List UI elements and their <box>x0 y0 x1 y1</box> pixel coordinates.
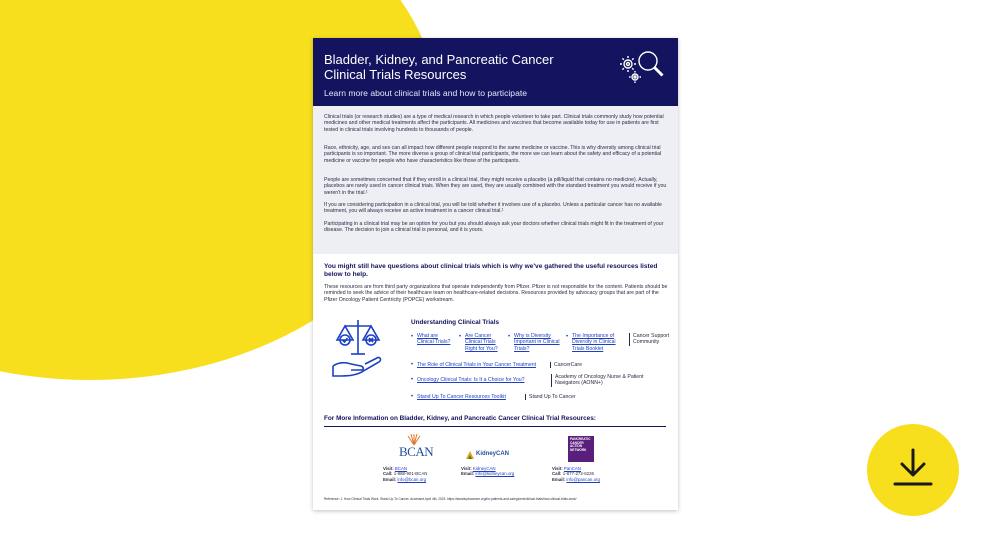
download-icon <box>891 446 935 490</box>
bullet: • <box>411 362 414 368</box>
org-stand-up-to-cancer: Stand Up To Cancer <box>525 394 576 400</box>
bullet: • <box>566 334 569 340</box>
bullet: • <box>411 394 414 400</box>
email-label: Email: <box>552 476 566 482</box>
flyer-subtitle: Learn more about clinical trials and how to participate <box>324 88 528 98</box>
kidneycan-visit-link[interactable]: KidneyCAN <box>472 466 496 471</box>
link-role-of-clinical-trials[interactable]: The Role of Clinical Trials in Your Cancer Treatment <box>417 362 537 368</box>
bullet: • <box>411 334 414 340</box>
bcan-contact <box>383 466 427 482</box>
bullet: • <box>459 334 462 340</box>
intro-paragraph-5: Participating in a clinical trial may be an option for you but you should always ask your doctors whether clinical trials might fit in the treatment of your disease. The decision to join a clinical trial is personal, and it is yours. <box>324 221 664 234</box>
visit-label: Visit: <box>552 466 563 471</box>
email-label: Email: <box>461 471 475 477</box>
pancan-logo: PANCREATIC CANCER ACTION NETWORK <box>568 436 594 462</box>
kidneycan-logo-text: KidneyCAN <box>476 451 510 457</box>
more-info-heading: For More Information on Bladder, Kidney, and Pancreatic Cancer Clinical Trial Resources: <box>324 415 596 422</box>
visit-label: Visit: <box>461 466 472 471</box>
bcan-logo <box>399 436 434 462</box>
email-label: Email: <box>383 476 397 482</box>
intro-paragraph-2: Race, ethnicity, age, and sex can all impact how different people respond to the same medicine or vaccine. This is why diversity among clinical trial participants is so important. The more diverse a group of clinical trial participants, the more we can learn about the safety and efficacy of a potential medicine or vaccine for people who have characteristics like those of the participants. <box>324 145 662 164</box>
bcan-phone: 1-888-901-BCAN <box>393 471 428 477</box>
call-label: Call: <box>383 471 393 477</box>
download-button[interactable] <box>867 424 959 516</box>
link-importance-of-diversity-booklet[interactable]: The Importance of Diversity in Clinical Trials Booklet <box>572 333 616 352</box>
gears-magnifier-icon <box>618 46 666 86</box>
link-stand-up-to-cancer-toolkit[interactable]: Stand Up To Cancer Resources Toolkit <box>417 394 506 400</box>
flyer-header <box>313 38 678 106</box>
intro-paragraph-1: Clinical trials (or research studies) are a type of medical research in which people volunteer to take part. Clinical trials commonly study how potential medicines and other medical treatments affect the participants. All medicines and vaccines that become available today for use in patients are first tested in clinical trials involving hundreds to thousands of people. <box>324 114 664 133</box>
bcan-logo-text: BCAN <box>399 444 434 459</box>
link-what-are-clinical-trials[interactable]: What are Clinical Trials? <box>417 333 451 346</box>
link-oncology-clinical-trials-choice[interactable]: Oncology Clinical Trials: Is It a Choice for You? <box>417 377 525 383</box>
understanding-title: Understanding Clinical Trials <box>411 319 500 326</box>
link-are-cancer-trials-right[interactable]: Are Cancer Clinical Trials Right for You? <box>465 333 498 352</box>
bullet: • <box>411 377 414 383</box>
bcan-visit-link[interactable]: BCAN <box>394 466 408 471</box>
pancan-visit-link[interactable]: PanCAN <box>563 466 581 471</box>
reference-text: Reference: 1. How Clinical Trials Work. Stand Up To Cancer. Accessed April 4th, 2023. https://standuptocancer.org/for-patients-and-caregivers/clinical-trials/how-clinical-trials-work/ <box>324 497 577 501</box>
questions-heading: You might still have questions about clinical trials which is why we've gathered the useful resources listed below to help. <box>324 263 658 278</box>
visit-label: Visit: <box>383 466 394 471</box>
divider <box>324 426 666 427</box>
kidneycan-logo <box>465 448 517 462</box>
org-aonn: Academy of Oncology Nurse & Patient Navigators (AONN+) <box>551 374 651 387</box>
scales-hand-icon <box>329 318 387 380</box>
call-label: Call: <box>552 471 562 477</box>
bullet: • <box>508 334 511 340</box>
kidneycan-email-link[interactable]: info@kidneycan.org <box>475 471 515 477</box>
intro-section <box>313 106 678 254</box>
intro-paragraph-3: People are sometimes concerned that if they enroll in a clinical trial, they might receive a placebo (a pill/liquid that contains no medicine). Actually, placebos are rarely used in cancer clinical trials. When they are used, they are usually combined with the standard treatment you would receive if you weren't in the trial.¹ <box>324 177 667 196</box>
link-why-is-diversity-important[interactable]: Why is Diversity Important in Clinical Trials? <box>514 333 560 352</box>
pancan-email-link[interactable]: info@pancan.org <box>566 476 600 482</box>
flyer-title: Bladder, Kidney, and Pancreatic Cancer Clinical Trials Resources <box>324 52 554 82</box>
bcan-email-link[interactable]: info@bcan.org <box>397 476 427 482</box>
org-cancercare: CancerCare <box>550 362 582 368</box>
flyer-document <box>313 38 678 510</box>
pancan-contact <box>552 466 600 482</box>
org-cancer-support-community: Cancer Support Community <box>629 333 671 346</box>
intro-paragraph-4: If you are considering participation in a clinical trial, you will be told whether it involves use of a placebo. Unless a particular cancer has no available treatment, you will always receive an active treatment in a cancer clinical trial.¹ <box>324 202 662 215</box>
kidneycan-contact <box>461 466 514 477</box>
pancan-phone: 1-877-272-6226 <box>562 471 594 477</box>
disclaimer-text: These resources are from third party organizations that operate independently from Pfizer. Pfizer is not responsible for the content. Patients should be reminded to seek the advice of their healthcare team on healthcare-related decisions. Resources provided by advocacy groups that are part of the Pfizer Oncology Patient Centricity (POPCE) workstream. <box>324 284 668 303</box>
